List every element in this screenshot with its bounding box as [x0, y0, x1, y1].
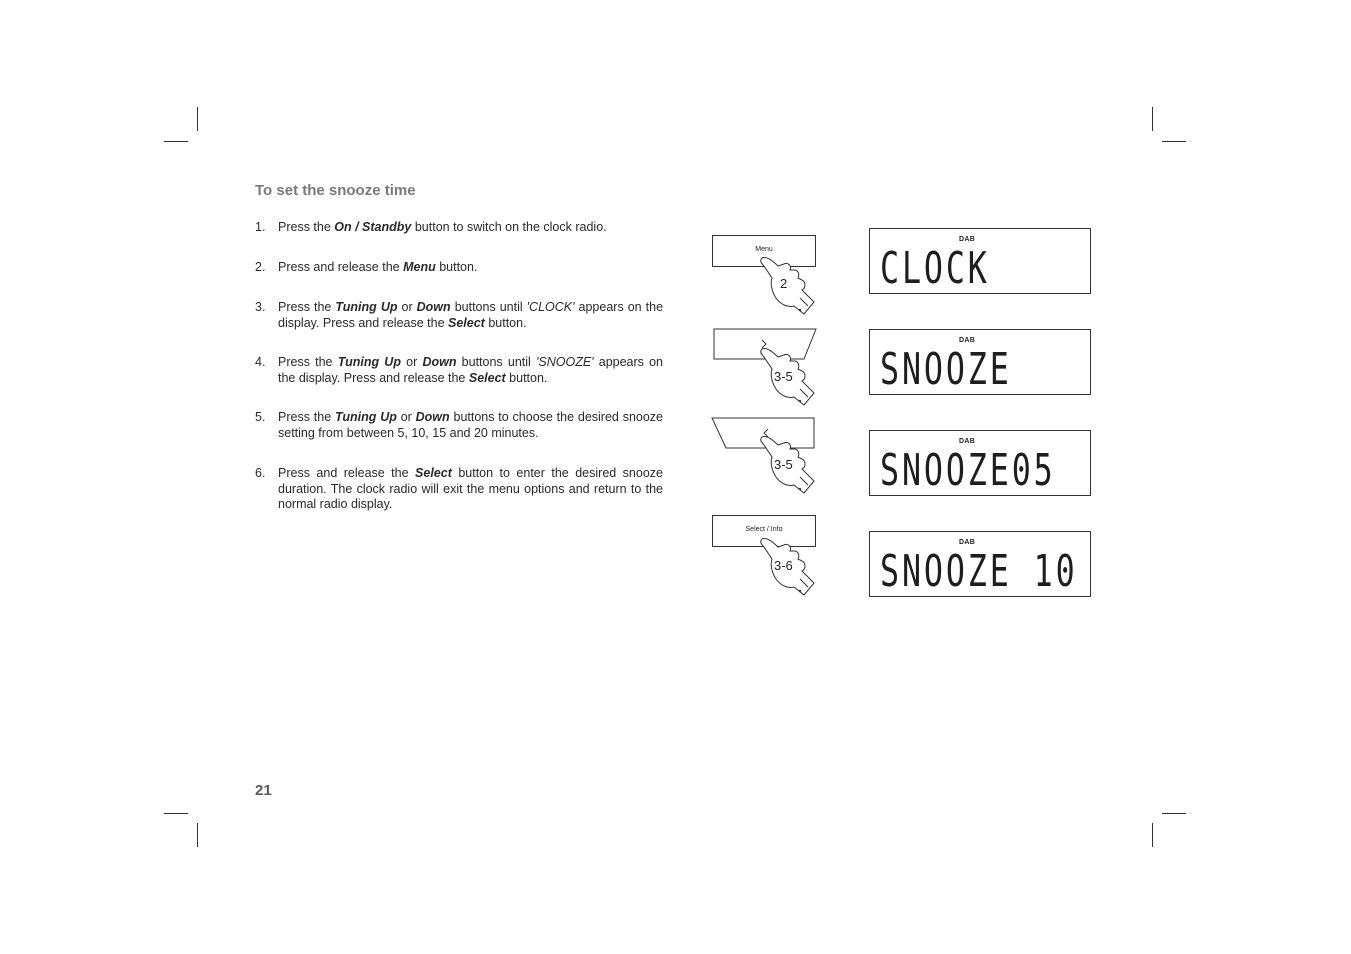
instruction-step [255, 300, 663, 331]
crop-mark [197, 107, 198, 131]
instruction-step [255, 355, 663, 386]
step-number: 3. [255, 300, 266, 314]
crop-mark [1152, 823, 1153, 847]
crop-mark [1152, 107, 1153, 131]
step-text: Press and release the Menu button. [278, 260, 478, 274]
pointing-hand-icon [758, 252, 822, 318]
step-number: 5. [255, 410, 266, 424]
dab-badge: DAB [959, 438, 976, 445]
step-number: 2. [255, 260, 266, 274]
dab-badge: DAB [959, 236, 976, 243]
step-number: 6. [255, 466, 266, 480]
step-text: Press the Tuning Up or Down buttons to choose the desired snooze setting from between 5, 10, 15 and 20 minutes. [278, 410, 663, 440]
step-number: 3-5 [774, 457, 793, 472]
lcd-text: SNOOZE 10 [880, 546, 1078, 597]
step-number: 3-6 [774, 558, 793, 573]
lcd-text: SNOOZE [880, 344, 1012, 395]
section-heading: To set the snooze time [255, 182, 416, 199]
crop-mark [164, 141, 188, 142]
instruction-step [255, 220, 663, 236]
crop-mark [197, 823, 198, 847]
crop-mark [1162, 813, 1186, 814]
step-number: 4. [255, 355, 266, 369]
lcd-display [869, 531, 1091, 597]
step-text: Press the Tuning Up or Down buttons until 'SNOOZE' appears on the display. Press and release the Select button. [278, 355, 664, 385]
step-number: 3-5 [774, 369, 793, 384]
lcd-display [869, 430, 1091, 496]
step-text: Press the On / Standby button to switch on the clock radio. [278, 220, 607, 234]
instruction-step [255, 410, 663, 441]
step-number: 2 [780, 276, 788, 291]
button-label: Select / Info [745, 526, 783, 533]
crop-mark [1162, 141, 1186, 142]
instruction-step [255, 466, 663, 513]
lcd-display [869, 329, 1091, 395]
instruction-step [255, 260, 663, 276]
lcd-display [869, 228, 1091, 294]
lcd-text: CLOCK [880, 243, 990, 294]
page-number: 21 [255, 782, 272, 799]
step-number: 1. [255, 220, 266, 234]
lcd-text: SNOOZE05 [880, 445, 1056, 496]
crop-mark [164, 813, 188, 814]
step-text: Press and release the Select button to enter the desired snooze duration. The clock radio will exit the menu options and return to the normal radio display. [278, 466, 663, 511]
button-label: Menu [755, 246, 773, 253]
dab-badge: DAB [959, 337, 976, 344]
step-text: Press the Tuning Up or Down buttons until 'CLOCK' appears on the display. Press and release the Select button. [278, 300, 664, 330]
dab-badge: DAB [959, 539, 976, 546]
